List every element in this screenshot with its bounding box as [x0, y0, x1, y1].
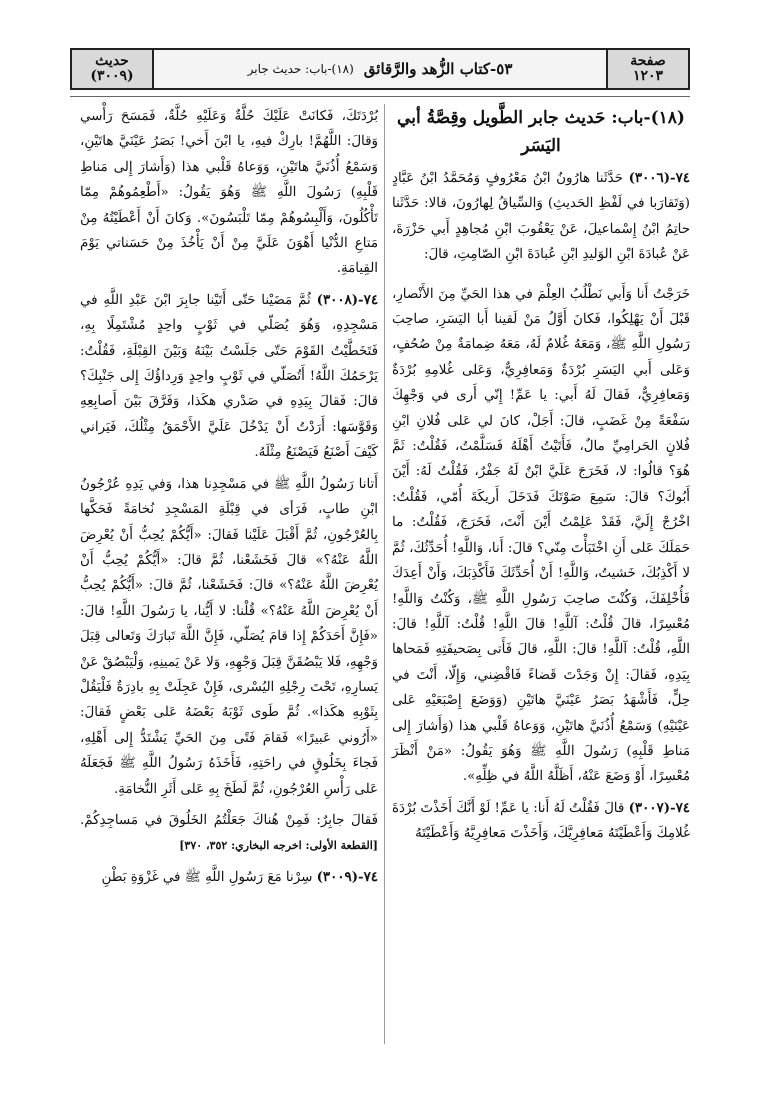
reference-note: [القطعة الأولى: اخرجه البخاري: ٣٥٢، ٣٧٠]: [179, 839, 378, 853]
hadith-3006-number: ٧٤-(٣٠٠٦): [628, 170, 690, 186]
hadith-3007-text: قالَ فَقُلْتُ لَهُ أَنا: يا عَمِّ! لَوْ أَنَّكَ أَخَذْتَ بُرْدَةَ غُلامِكَ وَأَعْطَيْتَهُ مَعافِرِيَّكَ، وَأَخَذْتَ مَعافِرِيَّهُ وَأَعْطَيْتَهُ: [392, 800, 690, 842]
jabir-paragraph: [80, 808, 378, 859]
hadith-paragraph: أَتانا رَسُولُ اللَّهِ ﷺ في مَسْجِدِنا هذا، وَفي يَدِهِ عُرْجُونُ ابْنِ طابٍ، فَرَأى في قِبْلَةِ المَسْجِدِ نُخامَةً فَحَكَّها بِالعُرْجُونِ، ثُمَّ أَقْبَلَ عَلَيْنا فَقالَ: «أَيُّكُمْ يُحِبُّ أَنْ يُعْرِضَ اللَّهُ عَنْهُ؟» قالَ فَخَشَعْنا، ثُمَّ قالَ: «أَيُّكُمْ يُحِبُّ أَنْ يُعْرِضَ اللَّهُ عَنْهُ؟» قالَ: فَخَشَعْنا، ثُمَّ قالَ: «أَيُّكُمْ يُحِبُّ أَنْ يُعْرِضَ اللَّهُ عَنْهُ؟» قُلْنا: لا أَيُّنا، يا رَسُولَ اللَّهِ! قالَ: «فَإِنَّ أَحَدَكُمْ إِذا قامَ يُصَلّي، فَإِنَّ اللَّهَ تَبارَكَ وَتَعالى قِبَلَ وَجْهِهِ، فَلا يَبْصُقَنَّ قِبَلَ وَجْهِهِ، وَلا عَنْ يَمينِهِ، وَلْيَبْصُقْ عَنْ يَسارِهِ، تَحْتَ رِجْلِهِ اليُسْرى، فَإِنْ عَجِلَتْ بِهِ بادِرَةٌ فَلْيَقُلْ بِثَوْبِهِ هكَذا». ثُمَّ طَوى ثَوْبَهُ بَعْضَهُ عَلى بَعْضٍ فَقالَ: «أَرُوني عَبيرًا» فَقامَ فَتًى مِنَ الحَيِّ يَشْتَدُّ إِلى أَهْلِهِ، فَجاءَ بِخَلُوقٍ في راحَتِهِ، فَأَخَذَهُ رَسُولُ اللَّهِ ﷺ فَجَعَلَهُ عَلى رَأْسِ العُرْجُونِ، ثُمَّ لَطَخَ بِهِ عَلى أَثَرِ النُّخامَةِ.: [80, 476, 378, 797]
hadith-number: (٣٠٠٩): [90, 68, 134, 84]
hadith-label: حديث: [95, 53, 129, 69]
hadith-3009-text: سِرْنا مَعَ رَسُولِ اللَّهِ ﷺ في غَزْوَةِ بَطْنِ: [101, 869, 313, 885]
hadith-3009-paragraph: [80, 865, 378, 890]
left-column: [80, 104, 378, 896]
hadith-3008-paragraph: [80, 288, 378, 466]
page-header: [70, 48, 690, 90]
hadith-3007-paragraph: [392, 796, 690, 847]
chapter-title: (١٨)-باب: حديث جابر: [247, 62, 354, 76]
spacer: [392, 274, 690, 282]
hadith-3007-number: ٧٤-(٣٠٠٧): [628, 799, 690, 816]
hadith-number-box: [72, 50, 154, 88]
hadith-3006-isnad-paragraph: [392, 166, 690, 268]
hadith-3009-number: ٧٤-(٣٠٠٩): [316, 868, 378, 885]
continuation-paragraph: بُرْدَتَكَ، فَكانَتْ عَلَيْكَ حُلَّةٌ وَعَلَيْهِ حُلَّةٌ، فَمَسَحَ رَأْسي وَقالَ: اللَّهُمَّ! بارِكْ فيهِ، يا ابْنَ أَخي! بَصَرُ عَيْنَيَّ هاتَيْنِ، وَسَمْعُ أُذُنَيَّ هاتَيْنِ، وَوَعاهُ قَلْبي هذا (وَأَشارَ إِلى مَناطِ قَلْبِهِ) رَسُولَ اللَّهِ ﷺ وَهُوَ يَقُولُ: «أَطْعِمُوهُمْ مِمّا تَأْكُلُونَ، وَأَلْبِسُوهُمْ مِمّا تَلْبَسُونَ». وَكانَ أَنْ أَعْطَيْتُهُ مِنْ مَتاعِ الدُّنْيا أَهْوَنَ عَلَيَّ مِنْ أَنْ يَأْخُذَ مِنْ حَسَناتي يَوْمَ القِيامَةِ.: [80, 109, 378, 277]
hadith-3006-matn: خَرَجْتُ أَنا وَأَبي نَطْلُبُ العِلْمَ في هذا الحَيِّ مِنَ الأَنْصارِ، قَبْلَ أَنْ يَهْلِكُوا، فَكانَ أَوَّلُ مَنْ لَقينا أَبا اليَسَرِ، صاحِبَ رَسُولِ اللَّهِ ﷺ، وَمَعَهُ غُلامٌ لَهُ، مَعَهُ ضِمامَةٌ مِنْ صُحُفٍ، وَعَلى أَبي اليَسَرِ بُرْدَةٌ وَمَعافِرِيٌّ، وَعَلى غُلامِهِ بُرْدَةٌ وَمَعافِرِيٌّ، فَقالَ لَهُ أَبي: يا عَمِّ! إِنّي أَرى في وَجْهِكَ سَفْعَةً مِنْ غَضَبٍ، قالَ: أَجَلْ، كانَ لي عَلى فُلانِ ابْنِ فُلانٍ الحَرامِيِّ مالٌ، فَأَتَيْتُ أَهْلَهُ فَسَلَّمْتُ، فَقُلْتُ: ثَمَّ هُوَ؟ قالُوا: لا، فَخَرَجَ عَلَيَّ ابْنٌ لَهُ جَفْرٌ، فَقُلْتُ لَهُ: أَيْنَ أَبُوكَ؟ قالَ: سَمِعَ صَوْتَكَ فَدَخَلَ أَريكَةَ أُمّي، فَقُلْتُ: اخْرُجْ إِلَيَّ، فَقَدْ عَلِمْتُ أَيْنَ أَنْتَ، فَخَرَجَ، فَقُلْتُ: ما حَمَلَكَ عَلى أَنِ اخْتَبَأْتَ مِنّي؟ قالَ: أَنا، وَاللَّهِ! أُحَدِّثُكَ، ثُمَّ لا أَكْذِبُكَ، خَشيتُ، وَاللَّهِ! أَنْ أُحَدِّثَكَ فَأَكْذِبَكَ، وَأَنْ أَعِدَكَ فَأُخْلِفَكَ، وَكُنْتَ صاحِبَ رَسُولِ اللَّهِ ﷺ، وَكُنْتُ وَاللَّهِ! مُعْسِرًا، قالَ قُلْتُ: آللَّهِ! قالَ اللَّهِ! قُلْتُ: آللَّهِ! قالَ: اللَّهِ، قُلْتُ: آللَّهِ! قالَ: اللَّهِ، قالَ فَأَتى بِصَحيفَتِهِ فَمَحاها بِيَدِهِ، فَقالَ: إِنْ وَجَدْتَ قَضاءً فَاقْضِني، وَإِلّا، أَنْتَ في حِلٍّ، فَأَشْهَدُ بَصَرُ عَيْنَيَّ هاتَيْنِ (وَوَضَعَ إِصْبَعَيْهِ عَلى عَيْنَيْهِ) وَسَمْعُ أُذُنَيَّ هاتَيْنِ، وَوَعاهُ قَلْبي هذا (وَأَشارَ إِلى مَناطِ قَلْبِهِ) رَسُولَ اللَّهِ ﷺ وَهُوَ يَقُولُ: «مَنْ أَنْظَرَ مُعْسِرًا، أَوْ وَضَعَ عَنْهُ، أَظَلَّهُ اللَّهُ في ظِلِّهِ».: [392, 286, 690, 785]
jabir-text: فَقالَ جابِرٌ: فَمِنْ هُناكَ جَعَلْتُمُ الخَلُوقَ في مَساجِدِكُمْ.: [80, 812, 378, 828]
header-rule: [70, 96, 690, 97]
page-number-box: [606, 50, 688, 88]
chapter-heading: (١٨)-باب: حَديث جابر الطَّويل وقِصَّةُ أبي اليَسَر: [397, 108, 685, 156]
page-label: صفحة: [630, 53, 666, 69]
running-title: [154, 50, 606, 88]
hadith-3008-number: ٧٤-(٣٠٠٨): [316, 291, 379, 308]
book-title: ٥٣-كتاب الزُّهد والرَّقائق: [363, 60, 513, 78]
column-divider: [384, 104, 385, 1044]
page-number: ١٢٠٣: [632, 68, 664, 84]
right-column: [392, 104, 690, 853]
hadith-3008-text: ثُمَّ مَضَيْنا حَتّى أَتَيْنا جابِرَ ابْنَ عَبْدِ اللَّهِ في مَسْجِدِهِ، وَهُوَ يُصَلّي في ثَوْبٍ واحِدٍ مُشْتَمِلًا بِهِ، فَتَخَطَّيْتُ القَوْمَ حَتّى جَلَسْتُ بَيْنَهُ وَبَيْنَ القِبْلَةِ، فَقُلْتُ: يَرْحَمُكَ اللَّهُ! أَتُصَلّي في ثَوْبٍ واحِدٍ وَرِداؤُكَ إِلى جَنْبِكَ؟ قالَ: فَقالَ بِيَدِهِ في صَدْري هكَذا، وَفَرَّقَ بَيْنَ أَصابِعِهِ وَقَوَّسَها: أَرَدْتُ أَنْ يَدْخُلَ عَلَيَّ الأَحْمَقُ مِثْلُكَ، فَيَراني كَيْفَ أَصْنَعُ فَيَصْنَعُ مِثْلَهُ.: [80, 292, 378, 461]
hadith-3006-isnad: حَدَّثَنا هارُونُ ابْنُ مَعْرُوفٍ وَمُحَمَّدُ ابْنُ عَبَّادٍ (وَتَقارَبا في لَفْظِ الحَديثِ) وَالسِّياقُ لِهارُونَ، قالا: حَدَّثَنا حاتِمُ ابْنُ إِسْماعيلَ، عَنْ يَعْقُوبَ ابْنِ مُجاهِدٍ أَبي حَزْرَةَ، عَنْ عُبادَةَ ابْنِ الوَليدِ ابْنِ عُبادَةَ ابْنِ الصّامِتِ، قالَ:: [392, 171, 690, 263]
